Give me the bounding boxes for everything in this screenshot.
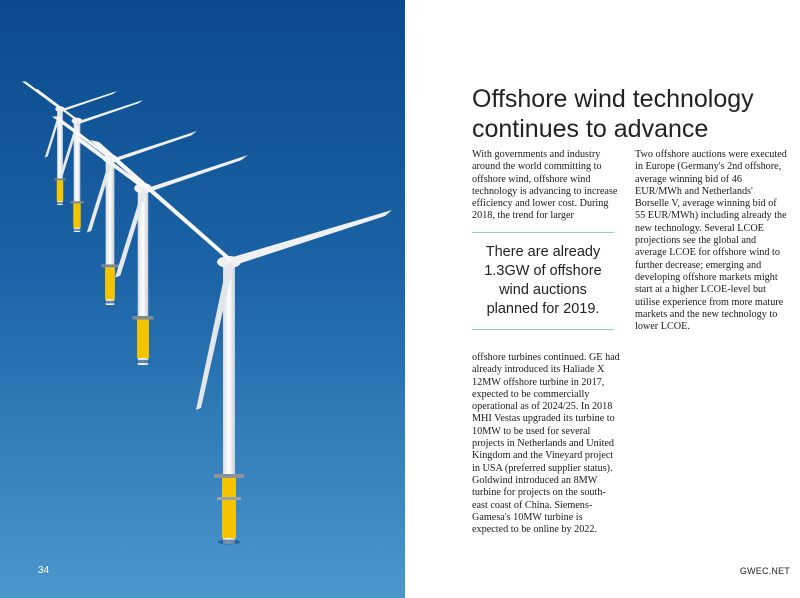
pull-quote (472, 232, 614, 330)
pull-quote-text: There are already 1.3GW of offshore wind auctions planned for 2019. (484, 244, 602, 317)
body-left-column-top: With governments and industry around the world committing to offshore wind, offshore wind technology is advancing to increase efficiency and lower cost. During 2018, the trend for larger (472, 149, 618, 222)
page-title (472, 84, 792, 144)
footer-brand-url: GWEC.NET (739, 566, 790, 576)
body-left-column-bottom: offshore turbines continued. GE had already introduced its Haliade X 12MW offshore turbine in 2017, expected to be commercially operational as of 2024/25. In 2018 MHI Vestas upgraded its turbine to 10MW to be used for several projects in Netherlands and United Kingdom and the Vineyard project in USA (preferred supplier status). Goldwind introduced an 8MW turbine for projects on the south-east coast of China. Siemens-Gamesa's 10MW turbine is expected to be online by 2022. (472, 352, 620, 536)
text-page (405, 0, 800, 598)
page-number: 34 (38, 565, 50, 576)
title-line-1: Offshore wind technology (472, 85, 754, 113)
title-line-2: continues to advance (472, 115, 709, 143)
body-right-column: Two offshore auctions were executed in Europe (Germany's 2nd offshore, average winning bid of 46 EUR/MWh and Netherlands' Borselle V, average winning bid of 55 EUR/MWh) including already the new technology. Several LCOE projections see the global and average LCOE for offshore wind to further decrease; emerging and developing offshore markets might start at a higher LCOE-level but utilise experience from more mature markets and the new technology to lower LCOE. (635, 149, 787, 333)
